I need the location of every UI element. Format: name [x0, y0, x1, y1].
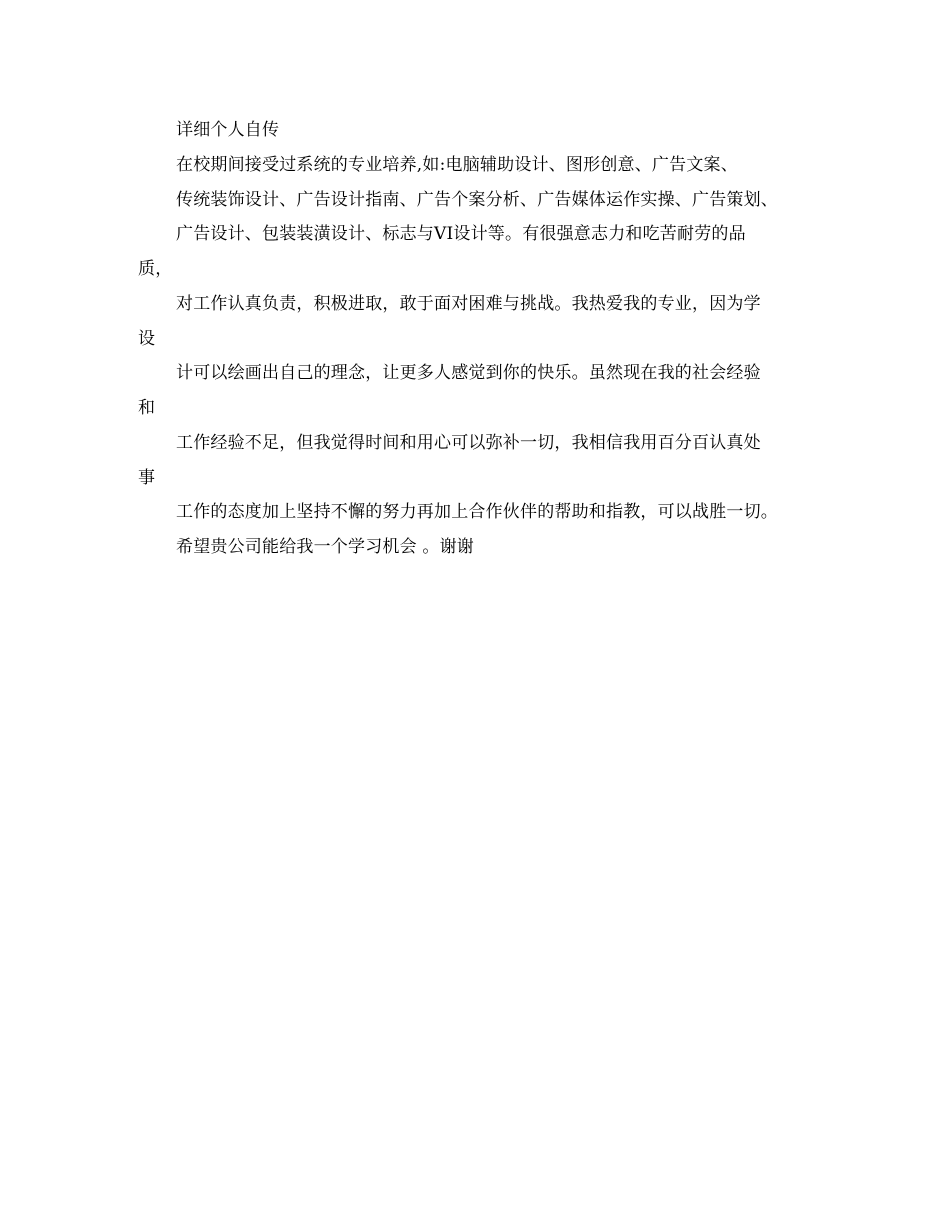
paragraph-line-wrap: 事: [138, 468, 156, 488]
paragraph-line: 计可以绘画出自己的理念，让更多人感觉到你的快乐。虽然现在我的社会经验: [176, 363, 761, 383]
document-title: 详细个人自传: [176, 120, 280, 140]
paragraph-line-wrap: 设: [138, 329, 156, 349]
paragraph-line: 工作的态度加上坚持不懈的努力再加上合作伙伴的帮助和指教，可以战胜一切。: [176, 502, 778, 522]
paragraph-line: 工作经验不足，但我觉得时间和用心可以弥补一切，我相信我用百分百认真处: [176, 433, 761, 453]
paragraph-line: 广告设计、包装装潢设计、标志与VI设计等。有很强意志力和吃苦耐劳的品: [176, 224, 746, 244]
paragraph-line: 传统装饰设计、广告设计指南、广告个案分析、广告媒体运作实操、广告策划、: [176, 190, 778, 210]
paragraph-line: 对工作认真负责，积极进取，敢于面对困难与挑战。我热爱我的专业，因为学: [176, 294, 761, 314]
paragraph-line-wrap: 质，: [138, 259, 173, 279]
paragraph-line: 在校期间接受过系统的专业培养,如:电脑辅助设计、图形创意、广告文案、: [176, 155, 738, 175]
paragraph-line-wrap: 和: [138, 398, 156, 418]
paragraph-line: 希望贵公司能给我一个学习机会 。谢谢: [176, 537, 475, 557]
